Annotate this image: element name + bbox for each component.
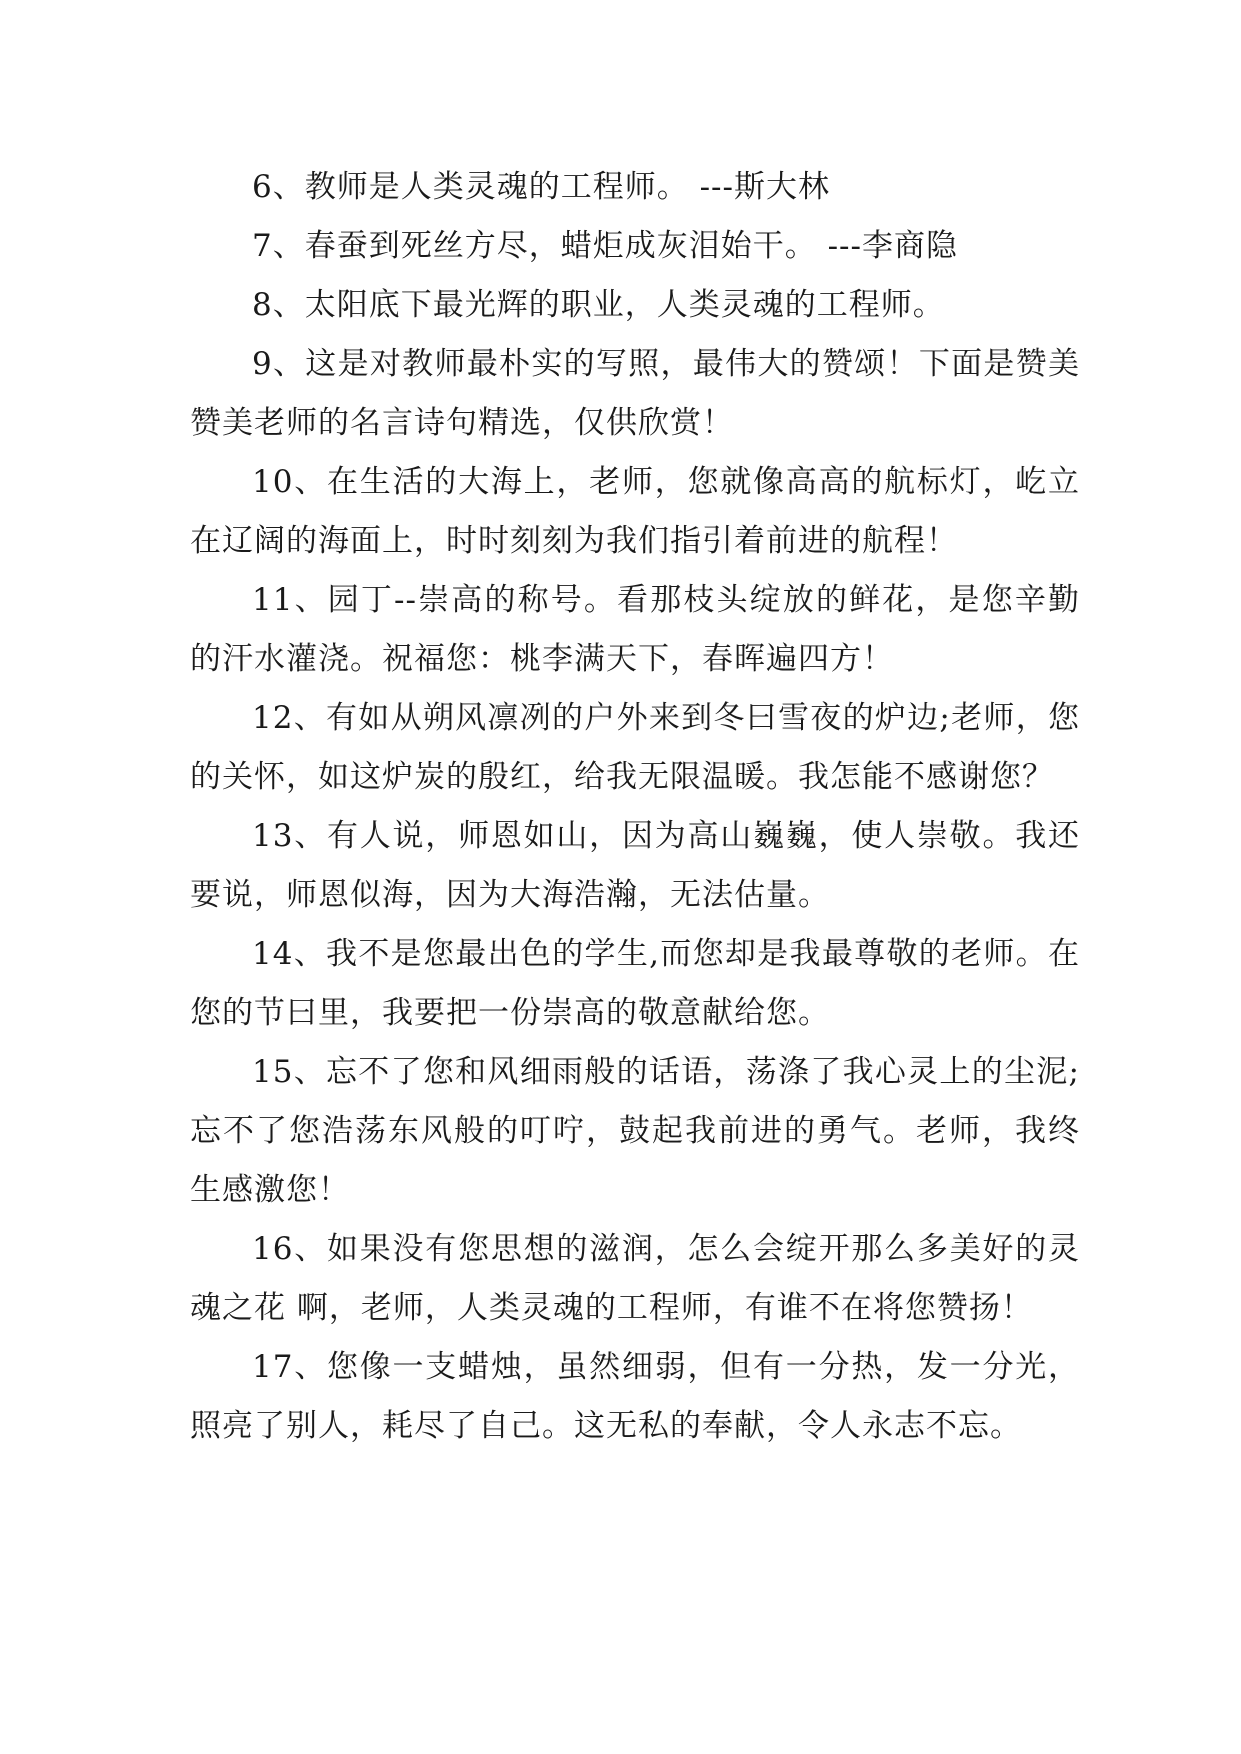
paragraph-9: 9、这是对教师最朴实的写照，最伟大的赞颂！下面是赞美赞美老师的名言诗句精选，仅供欣赏！ (190, 346, 1080, 441)
paragraph-7: 7、春蚕到死丝方尽，蜡炬成灰泪始干。 ---李商隐 (252, 228, 958, 264)
paragraph-15: 15、忘不了您和风细雨般的话语，荡涤了我心灵上的尘泥;忘不了您浩荡东风般的叮咛，鼓起我前进的勇气。老师，我终生感激您！ (190, 1054, 1080, 1208)
paragraph-17: 17、您像一支蜡烛，虽然细弱，但有一分热，发一分光，照亮了别人，耗尽了自己。这无私的奉献，令人永志不忘。 (190, 1349, 1080, 1444)
paragraph-10: 10、在生活的大海上，老师，您就像高高的航标灯，屹立在辽阔的海面上，时时刻刻为我们指引着前进的航程！ (190, 464, 1080, 559)
paragraph-13: 13、有人说，师恩如山，因为高山巍巍，使人崇敬。我还要说，师恩似海，因为大海浩瀚，无法估量。 (190, 818, 1080, 913)
document-body (190, 158, 1080, 1456)
paragraph-6: 6、教师是人类灵魂的工程师。 ---斯大林 (252, 169, 830, 205)
paragraph-12: 12、有如从朔风凛冽的户外来到冬曰雪夜的炉边;老师，您的关怀，如这炉炭的殷红，给我无限温暖。我怎能不感谢您？ (190, 700, 1080, 795)
paragraph-11: 11、园丁--崇高的称号。看那枝头绽放的鲜花，是您辛勤的汗水灌浇。祝福您：桃李满天下，春晖遍四方！ (190, 582, 1080, 677)
paragraph-16: 16、如果没有您思想的滋润，怎么会绽开那么多美好的灵魂之花 啊，老师，人类灵魂的工程师，有谁不在将您赞扬！ (190, 1231, 1080, 1326)
paragraph-14: 14、我不是您最出色的学生,而您却是我最尊敬的老师。在您的节曰里，我要把一份崇高的敬意献给您。 (190, 936, 1080, 1031)
paragraph-8: 8、太阳底下最光辉的职业，人类灵魂的工程师。 (252, 287, 945, 323)
